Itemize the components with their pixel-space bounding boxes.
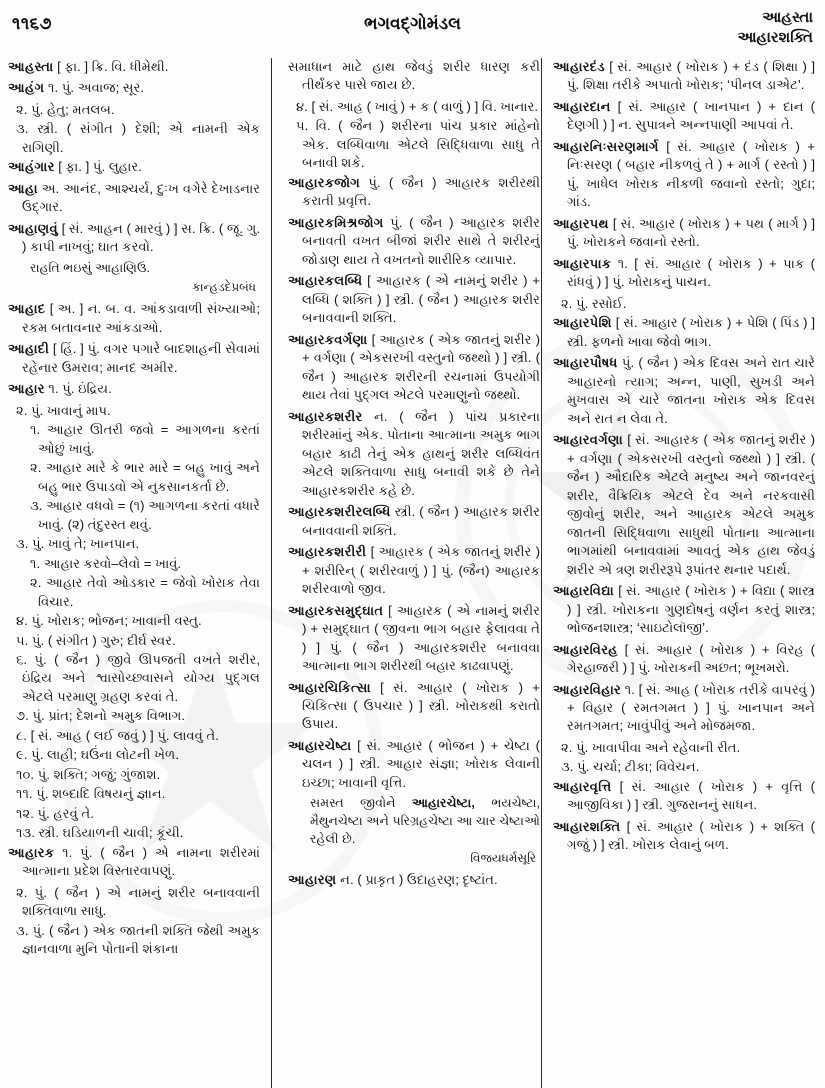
column-3 <box>553 58 815 1088</box>
dictionary-entry <box>553 681 815 736</box>
entry-definition: [ સં. આહાર ( ખોરાક ) + શક્તિ ( ગજું ) ] સ્ત્રી. ખોરાક લેવાનું બળ. <box>567 818 815 853</box>
entry-headword: આહારકવર્ગણા <box>288 331 368 347</box>
entry-headword: આહારદંડ <box>553 59 605 74</box>
entry-definition: [ આહારક ( એક જાતનું શરીર ) + વર્ગણા ( એકસરખી વસ્તુનો જથ્થો ) ] સ્ત્રી. ( જૈન ) આહારક શરીરની રચનામાં ઉપયોગી થાય તેવાં પુદ્ગલ એટલે પરમાણુનો જથ્થો. <box>302 331 540 403</box>
entry-headword: આહારકલબ્ધિ <box>288 273 363 289</box>
dictionary-entry <box>288 214 540 269</box>
dictionary-entry <box>8 58 260 76</box>
entry-definition: સ્ત્રી. ( જૈન ) આહારક શરીર બનાવવાની શક્તિ. <box>302 504 540 538</box>
entry-headword: આહા <box>8 180 38 196</box>
guide-word-last: આહારશક્તિ <box>737 29 813 47</box>
entry-headword: આહારવિહાર <box>553 681 622 697</box>
entry-sense: ૨. પું. હેતુ; મતલબ. <box>16 101 115 117</box>
column-1 <box>8 58 260 1088</box>
entry-definition: [ સં. આહાર ( ખોરાક ) + દંડ ( શિક્ષા ) ] પું. શિક્ષા તરીકે અપાતો ખોરાક; ‘પીનલ ડાએટ’. <box>567 59 815 93</box>
entry-definition: પું. ( જૈન ) આહારક શરીરથી કરાતી પ્રવૃત્તિ. <box>302 174 540 209</box>
dictionary-entry <box>553 58 815 95</box>
dictionary-entry <box>8 844 260 881</box>
entry-definition: [ સં. આહાર ( ભોજન ) + ચેષ્ટા ( ચલન ) ] સ્ત્રી. આહાર સંજ્ઞા; ખોરાક લેવાની ઇચ્છા; ખાવાની વૃત્તિ. <box>302 737 540 790</box>
entry-definition: [ સં. આહાર ( ખોરાક ) + વૃત્તિ ( આજીવિકા ) ] સ્ત્રી. ગુજરાનનું સાધન. <box>567 778 815 813</box>
entry-quotation <box>288 795 540 848</box>
entry-definition: [ ફા. ] પું. લુહાર. <box>54 159 142 175</box>
dictionary-entry <box>553 255 815 292</box>
dictionary-entry <box>553 354 815 428</box>
column-2 <box>288 58 540 1088</box>
entry-sense: ૧. આહાર કરવો–લેવો = ખાવું. <box>30 555 182 571</box>
entry-headword: આહારચિકિત્સા <box>288 679 371 695</box>
entry-sense: ૧. આહાર ઊતરી જવો = આગળના કરતાં ઓછું ખાવું. <box>30 422 260 456</box>
entry-headword: આહારવિદ્યા <box>553 583 614 599</box>
entry-sense: ૬. પું. ( જૈન ) જીવે ઊપજતી વખતે શરીર, ઇંદ્રિય અને શ્વાસોચ્છ્વાસને યોગ્ય પુદ્ગલ એટલે પરમાણુ ગ્રહણ કરવાં તે. <box>16 651 260 704</box>
dictionary-entry <box>553 582 815 637</box>
entry-definition: ન. ( પ્રાકૃત ) ઉદાહરણ; દૃષ્ટાંત. <box>336 872 498 888</box>
dictionary-entry <box>553 778 815 815</box>
entry-sense: ૧૩. સ્ત્રી. ઘડિયાળની ચાવી; કૂંચી. <box>16 825 184 841</box>
dictionary-entry <box>288 871 540 889</box>
entry-headword: આહંગાર <box>8 159 55 175</box>
entry-definition: પું. ( જૈન ) આહારક શરીર બનાવતી વખત બીજાં શરીર સાથે તે શરીરનું જોડાણ થાય તે વખતનો શારીરિક વ્યાપાર. <box>302 214 540 267</box>
entry-headword: આહારકશરીર <box>288 408 363 424</box>
entry-sense: ૨. પું. ખાવાપીવા અને રહેવાની રીત. <box>561 739 741 755</box>
entry-sense: ૨. પું. ( જૈન ) એ નામનું શરીર બનાવવાની શક્તિવાળા સાધુ. <box>16 884 260 919</box>
entry-headword: આહારકસમુદ્ઘાત <box>288 602 384 618</box>
dictionary-entry <box>288 272 540 327</box>
quotation-text: સમસ્ત જીવોને <box>310 796 412 811</box>
quotation-text-rest: ભયચેષ્ટા, મૈથુનચેષ્ટા અને પરિગ્રહચેષ્ટા આ ચાર ચેષ્ટાઓ રહેલી છે. <box>310 796 540 846</box>
entry-definition: [ સં. આહાર ( ખાનપાન ) + દાન ( દેણગી ) ] ન. સુપાત્રને અન્નપાણી આપવાં તે. <box>567 98 815 133</box>
entry-headword: આહાદી <box>8 341 50 357</box>
dictionary-entry <box>553 641 815 678</box>
entry-sense: ૨. આહાર મારે કે ભાર મારે = બહુ ખાવું અને બહુ ભાર ઉપાડવો એ નુકસાનકર્તા છે. <box>30 460 260 494</box>
dictionary-entry <box>553 818 815 855</box>
entry-headword: આહાદ <box>8 301 46 317</box>
dictionary-entry <box>288 408 540 500</box>
columns-container <box>0 58 825 1088</box>
dictionary-entry <box>288 602 540 676</box>
entry-sense: ૩. સ્ત્રી. ( સંગીત ) દેશી; એ નામની એક રાગિણી. <box>16 121 260 155</box>
dictionary-entry <box>288 737 540 792</box>
dictionary-entry <box>8 158 260 176</box>
entry-headword: આહારવૃત્તિ <box>553 778 612 794</box>
entry-sense: ૧૨. પું. હરવું તે. <box>16 805 94 821</box>
page-number: ૧૧૬૭ <box>12 14 52 33</box>
entry-definition: ૧. પું. ( જૈન ) એ નામના શરીરમાં આત્માના પ્રદેશ વિસ્તારવાપણું. <box>22 844 260 879</box>
entry-sense: ૪. પું. ખોરાક; ભોજન; ખાવાની વસ્તુ. <box>16 613 202 629</box>
entry-definition: [ હિં. ] પું. વગર પગારે બાદશાહની સેવામાં રહેનાર ઉમરાવ; માનદ અમીર. <box>22 341 260 375</box>
dictionary-entry <box>553 215 815 252</box>
entry-definition: [ આહારક ( એ નામનું શરીર ) + લબ્ધિ ( શક્તિ ) ] સ્ત્રી. ( જૈન ) આહારક શરીર બનાવવાની શક્તિ. <box>302 273 540 326</box>
dictionary-entry <box>553 314 815 351</box>
guide-word-first: આહસ્તા <box>762 9 813 26</box>
entry-definition: [ સં. આહાર ( ખોરાક ) + પથ ( માર્ગ ) ] પું. ખોરાકને જવાનો રસ્તો. <box>567 215 815 250</box>
quotation-headword: આહારચેષ્ટા, <box>411 796 475 811</box>
running-head <box>0 0 825 52</box>
entry-definition: [ સં. આહાર ( ખોરાક ) + ચિકિત્સા ( ઉપચાર ) ] સ્ત્રી. ખોરાકથી કરાતો ઉપાય. <box>302 679 540 732</box>
entry-headword: આહારવિરહ <box>553 641 618 657</box>
entry-definition: ન. ( જૈન ) પાંચ પ્રકારના શરીરમાંનું એક. પોતાના આત્માના અમુક ભાગ બહાર કાઢી તેનું એક હાથનું શરીર લબ્ધિવંત એટલે શક્તિવાળા સાધુ બનાવી શકે છે તેને આહારકશરીર કહે છે. <box>302 408 540 498</box>
entry-continuation: સમાધાન માટે હાથ જેવડું શરીર ધારણ કરી તીર્થંકર પાસે જાય છે. <box>288 59 540 93</box>
entry-sense: ૩. પું. ચર્ચા; ટીકા; વિવેચન. <box>561 759 700 775</box>
entry-definition: [ સં. આહાર ( ખોરાક ) + વિદ્યા ( શાસ્ત્ર ) ] સ્ત્રી. ખોરાકના ગુણદોષનું વર્ણન કરતું શાસ્ત્ર; ભોજનશાસ્ત્ર; ‘સાઇટોલૉજી’. <box>567 583 815 636</box>
entry-headword: આહંગ <box>8 80 45 96</box>
column-divider-1 <box>271 58 272 1088</box>
entry-definition: [ આહારક ( એક જાતનું શરીર ) + શરીરિન્ ( શરીરવાળું ) ] પું. (જૈન) આહારક શરીરવાળો જીવ. <box>302 544 540 597</box>
entry-definition: [ અ. ] ન. બ. વ. આંકડાવાળી સંખ્યાઓ; રકમ બતાવનાર આંકડાઓ. <box>22 301 260 335</box>
entry-sense: ૧૧. પું. શબ્દાદિ વિષયનું જ્ઞાન. <box>16 786 166 802</box>
entry-sense: ૫. વિ. ( જૈન ) શરીરના પાંચ પ્રકાર માંહેનો એક. લબ્ધિવાળા એટલે સિદ્ધિવાળા સાધુ તે બનાવી શકે. <box>296 118 540 171</box>
entry-definition: ૧. પું. ઇંદ્રિય. <box>44 381 112 397</box>
entry-headword: આહાણવું <box>8 220 58 236</box>
entry-headword: આહારણ <box>288 872 337 888</box>
entry-definition: [ સં. આહારક ( એક જાતનું શરીર ) + વર્ગણા ( એકસરખી વસ્તુનો જથ્થો ) ] સ્ત્રી. ( જૈન ) ઔદારિક એટલે મનુષ્ય અને જાનવરનું શરીર, વૈક્રિયિક એટલે દેવ અને નરકવાસી જીવોનું શરીર, અને આહારક એટલે અમુક જાતની સિદ્ધિવાળા સાધુથી પોતાના આત્માના ભાગમાંથી બનાવવામાં આવતું એક હાથ જેવડું શરીર એ ત્રણ શરીરરૂપે રૂપાંતર થનાર પદાર્થ. <box>567 432 815 577</box>
entry-definition: [ ફા. ] ક્રિ. વિ. ધીમેથી. <box>53 59 169 74</box>
entry-sense: ૩. આહાર વધવો = (૧) આગળના કરતાં વધારે ખાવું. (૨) તંદુરસ્ત થવું. <box>30 498 260 532</box>
citation-source: વિજયધર્મસૂરિ <box>470 851 536 866</box>
dictionary-entry <box>288 679 540 734</box>
book-title: ભગવદ્ગોમંડલ <box>364 14 461 33</box>
entry-definition: પું. ( જૈન ) એક દિવસ અને રાત ચારે આહારનો ત્યાગ; અન્ન, પાણી, સુખડી અને મુખવાસ એ ચારે જાતના ખોરાક એક દિવસ અને રાત ન લેવા તે. <box>567 355 815 426</box>
entry-definition: ૧. [ સં. આહાર ( ખોરાક ) + પાક ( રાંધવું ) ] પું. ખોરાકનું પાચન. <box>567 255 815 290</box>
entry-headword: આહારદાન <box>553 98 611 114</box>
entry-sense: ૭. પું. પ્રાંત; દેશનો અમુક વિભાગ. <box>16 708 186 724</box>
dictionary-entry <box>288 174 540 211</box>
entry-headword: આહસ્તા <box>8 59 54 74</box>
entry-sense: ૨. પું. ખાવાનું માપ. <box>16 402 111 418</box>
entry-headword: આહારપેશિ <box>553 315 612 331</box>
dictionary-entry <box>288 331 540 405</box>
dictionary-entry <box>553 431 815 579</box>
entry-headword: આહારનિઃસરણમાર્ગ <box>553 138 659 154</box>
citation-source: કાન્હડદેપ્રબંધ <box>192 280 256 295</box>
dictionary-entry <box>8 340 260 377</box>
entry-definition: ૧. [ સં. આહ ( ખોરાક તરીકે વાપરવું ) + વિહાર ( રમતગમત ) ] પું. ખાનપાન અને રમતગમત; ખાવુંપીવું અને મોજમજા. <box>567 681 815 734</box>
entry-headword: આહારક <box>8 844 55 860</box>
entry-sense: ૩. પું. ( જૈન ) એક જાતની શક્તિ જેથી અમુક જ્ઞાનવાળા મુનિ પોતાની શંકાના <box>16 922 260 957</box>
dictionary-entry <box>8 79 260 97</box>
entry-headword: આહારકશરીરલબ્ધિ <box>288 504 391 520</box>
dictionary-entry <box>288 503 540 540</box>
entry-sense: ૨. પું. રસોઈ. <box>561 295 627 311</box>
entry-quotation: રાહતિ ભઇસું આહાણિઉ. <box>30 260 151 275</box>
entry-headword: આહારકજોગ <box>288 174 361 190</box>
guide-words <box>737 8 813 49</box>
dictionary-entry <box>8 180 260 217</box>
entry-headword: આહારપથ <box>553 215 609 231</box>
dictionary-entry <box>8 300 260 337</box>
entry-headword: આહારકમિશ્રજોગ <box>288 214 384 230</box>
dictionary-entry <box>288 543 540 598</box>
entry-sense: ૮. [ સં. આહ ( લઈ જવું ) ] પું. લાવવું તે. <box>16 727 219 743</box>
dictionary-entry <box>8 380 260 398</box>
entry-definition: અ. આનંદ, આશ્ચર્ય, દુઃખ વગેરે દેખાડનાર ઉદ્ગાર. <box>22 180 260 215</box>
entry-sense: ૫. પું. ( સંગીત ) ગુરુ; દીર્ઘ સ્વર. <box>16 632 176 648</box>
entry-headword: આહાર <box>8 381 45 397</box>
entry-definition: [ સં. આહાર ( ખોરાક ) + પેશિ ( પિંડ ) ] સ્ત્રી. ફળનો ખાવા જેવો ભાગ. <box>567 315 815 349</box>
entry-headword: આહારવર્ગણા <box>553 432 623 448</box>
entry-definition: [ આહારક ( એ નામનું શરીર ) + સમુદ્ઘાત ( જીવના ભાગ બહાર ફેલાવવા તે ) ] પું. ( જૈન ) આહારકશરીર બનાવવા આત્માના ભાગ શરીરથી બહાર કાઢવાપણું. <box>302 602 540 674</box>
dictionary-entry <box>8 220 260 257</box>
entry-definition: [ સં. આહાર ( ખોરાક ) + વિરહ ( ગેરહાજરી ) ] પું. ખોરાકની અછત; ભૂખમરો. <box>567 641 815 676</box>
dictionary-entry <box>553 98 815 135</box>
entry-sense: ૨. આહાર તેવો ઓડકાર = જેવો ખોરાક તેવા વિચાર. <box>30 575 260 609</box>
entry-sense: ૧૦. પું. શક્તિ; ગજું; ગુંજાશ. <box>16 766 161 782</box>
entry-definition: [ સં. આહાર ( ખોરાક ) + નિઃસરણ ( બહાર નીકળવું તે ) + માર્ગ ( રસ્તો ) ] પું. ખાધેલ ખોરાક નીકળી જવાનો રસ્તો; ગુદા; ગાંડ. <box>567 138 815 210</box>
entry-headword: આહારપૌષધ <box>553 355 618 371</box>
entry-sense: ૩. પું. ખાવું તે; ખાનપાન. <box>16 536 140 552</box>
column-divider-2 <box>541 58 542 1088</box>
entry-headword: આહારચેષ્ટા <box>288 737 352 753</box>
entry-sense: ૯. પું. લાહી; ઘઉંના લોટની ખેળ. <box>16 747 179 763</box>
dictionary-entry <box>553 138 815 212</box>
entry-headword: આહારશક્તિ <box>553 818 621 834</box>
entry-definition: ૧. પું. અવાજ; સૂર. <box>44 80 145 96</box>
entry-headword: આહારકશરીરી <box>288 544 367 560</box>
entry-headword: આહારપાક <box>553 255 612 271</box>
entry-definition: [ સં. આહન ( મારવું ) ] સ. ક્રિ. ( જૂ. ગુ. ) કાપી નાખવું; ઘાત કરવો. <box>22 220 260 255</box>
entry-sense: ૪. [ સં. આહ ( ખાવું ) + ક ( વાળું ) ] વિ. ખાનાર. <box>296 98 539 114</box>
